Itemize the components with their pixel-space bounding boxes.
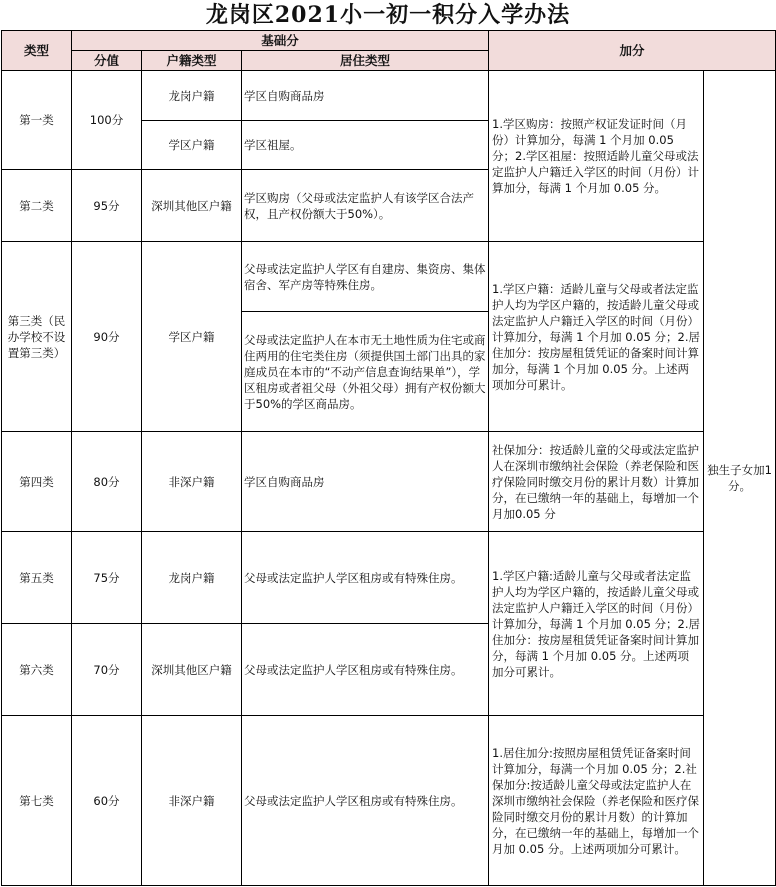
header-huji: 户籍类型 (142, 51, 242, 71)
header-basic-score: 基础分 (72, 31, 489, 51)
score-cell: 95分 (72, 170, 142, 242)
huji-cell: 学区户籍 (142, 242, 242, 432)
score-cell: 60分 (72, 716, 142, 886)
type-cell: 第四类 (2, 432, 72, 532)
juzhu-cell: 学区祖屋。 (242, 121, 489, 170)
score-cell: 70分 (72, 624, 142, 716)
type-cell: 第三类（民办学校不设置第三类） (2, 242, 72, 432)
bonus-cell: 1.学区户籍：适龄儿童与父母或者法定监护人均为学区户籍的，按适龄儿童父母或法定监护人户籍迁入学区的时间（月份）计算加分，每满 1 个月加 0.05 分；2.居住加分：按房屋租赁凭证的备案时间计算加分，每满 1 个月加 0.05 分。上述两项加分可累计。 (489, 242, 704, 432)
bonus-cell: 1.学区购房：按照产权证发证时间（月份）计算加分，每满 1 个月加 0.05 分；2.学区祖屋：按照适龄儿童父母或法定监护人户籍迁入学区的时间（月份）计算加分，每满 1 个月加 0.05 分。 (489, 71, 704, 242)
score-cell: 75分 (72, 532, 142, 624)
type-cell: 第七类 (2, 716, 72, 886)
type-cell: 第二类 (2, 170, 72, 242)
page-title: 龙岗区2021小一初一积分入学办法 (205, 2, 571, 28)
juzhu-cell: 父母或法定监护人学区租房或有特殊住房。 (242, 716, 489, 886)
huji-cell: 龙岗户籍 (142, 532, 242, 624)
bonus-cell: 1.学区户籍:适龄儿童与父母或者法定监护人均为学区户籍的，按适龄儿童父母或法定监护人户籍迁入学区的时间（月份）计算加分，每满 1 个月加 0.05 分；2.居住加分：按房屋租赁凭证备案时间计算加分，每满 1 个月加 0.05 分。上述两项加分可累计。 (489, 532, 704, 716)
score-cell: 100分 (72, 71, 142, 170)
type-cell: 第五类 (2, 532, 72, 624)
juzhu-cell: 父母或法定监护人在本市无土地性质为住宅或商住两用的住宅类住房（须提供国土部门出具的家庭成员在本市的“不动产信息查询结果单”），学区租房或者祖父母（外祖父母）拥有产权份额大于50%的学区商品房。 (242, 312, 489, 432)
juzhu-cell: 学区购房（父母或法定监护人有该学区合法产权，且产权份额大于50%）。 (242, 170, 489, 242)
juzhu-cell: 父母或法定监护人学区有自建房、集资房、集体宿舍、军产房等特殊住房。 (242, 242, 489, 312)
score-cell: 80分 (72, 432, 142, 532)
header-bonus: 加分 (489, 31, 776, 71)
huji-cell: 龙岗户籍 (142, 71, 242, 121)
header-score: 分值 (72, 51, 142, 71)
juzhu-cell: 父母或法定监护人学区租房或有特殊住房。 (242, 532, 489, 624)
only-child-bonus-cell: 独生子女加1分。 (704, 71, 776, 886)
huji-cell: 深圳其他区户籍 (142, 170, 242, 242)
juzhu-cell: 学区自购商品房 (242, 71, 489, 121)
juzhu-cell: 学区自购商品房 (242, 432, 489, 532)
huji-cell: 非深户籍 (142, 432, 242, 532)
admission-points-table (1, 30, 776, 886)
type-cell: 第六类 (2, 624, 72, 716)
type-cell: 第一类 (2, 71, 72, 170)
header-type: 类型 (2, 31, 72, 71)
juzhu-cell: 父母或法定监护人学区租房或有特殊住房。 (242, 624, 489, 716)
header-juzhu: 居住类型 (242, 51, 489, 71)
huji-cell: 学区户籍 (142, 121, 242, 170)
bonus-cell: 1.居住加分:按照房屋租赁凭证备案时间计算加分，每满一个月加 0.05 分；2.社保加分:按适龄儿童父母或法定监护人在深圳市缴纳社会保险（养老保险和医疗保险同时缴交月份的累计月数）的计算加分，在已缴纳一年的基础上，每增加一个月加 0.05 分。上述两项加分可累计。 (489, 716, 704, 886)
huji-cell: 非深户籍 (142, 716, 242, 886)
score-cell: 90分 (72, 242, 142, 432)
huji-cell: 深圳其他区户籍 (142, 624, 242, 716)
bonus-cell: 社保加分：按适龄儿童的父母或法定监护人在深圳市缴纳社会保险（养老保险和医疗保险同时缴交月份的累计月数）计算加分，在已缴纳一年的基础上，每增加一个月加0.05 分 (489, 432, 704, 532)
